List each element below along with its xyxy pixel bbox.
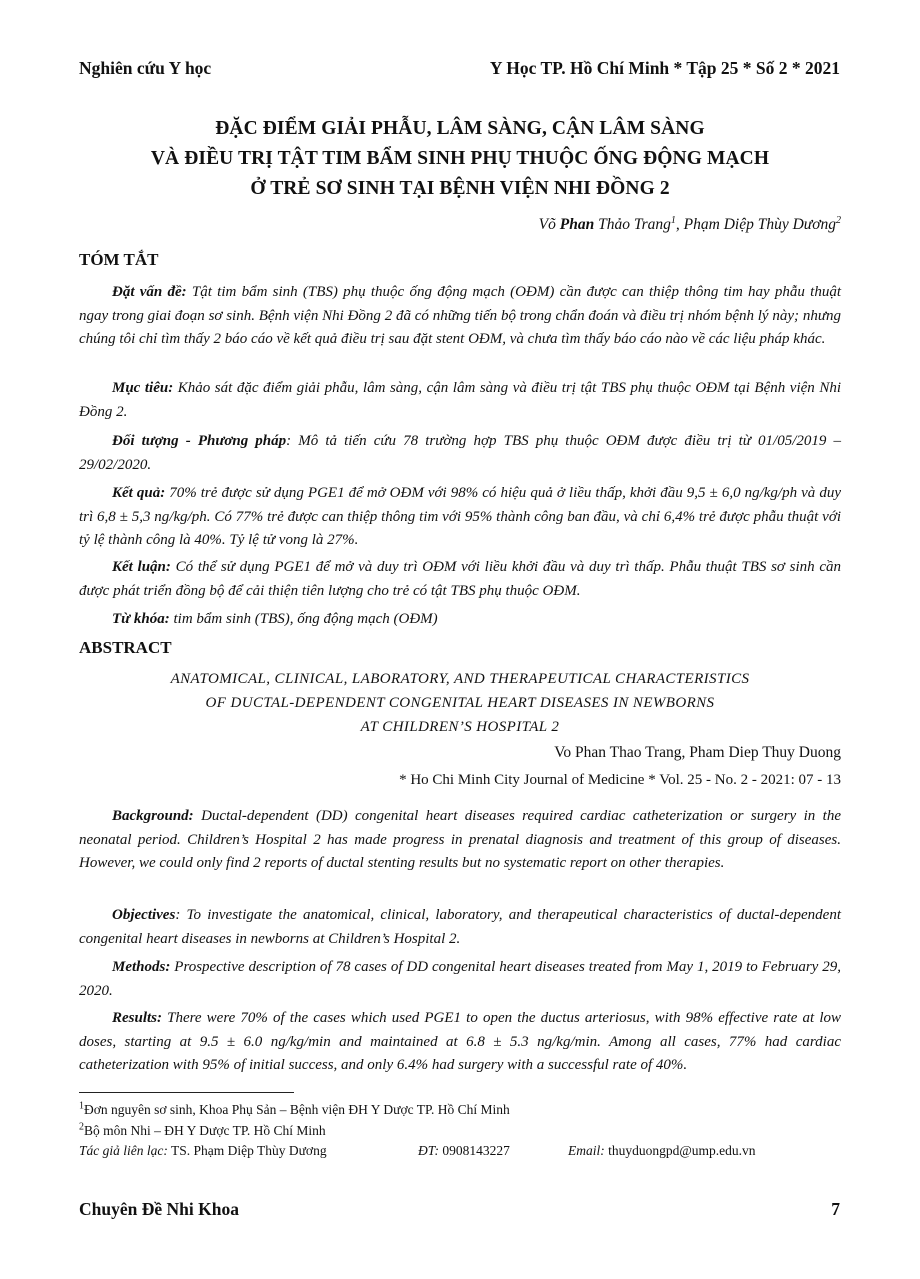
email-label: Email: [568,1143,605,1158]
para-label: Đối tượng - Phương pháp [112,433,287,449]
email-address: thuyduongpd@ump.edu.vn [604,1143,756,1158]
abstract-title-line: AT CHILDREN’S HOSPITAL 2 [360,719,560,735]
footnote-2 [79,1121,326,1141]
para-text: Prospective description of 78 cases of DD congenital heart diseases treated from May 1, 2019 to February 29, 2020. [79,959,841,999]
authors-vi [539,216,841,234]
para-label: Đặt vấn đề: [112,284,187,300]
footnote-text: Bộ môn Nhi – ĐH Y Dược TP. Hồ Chí Minh [84,1123,326,1138]
para-label: Kết luận: [112,559,171,575]
phone-number: 0908143227 [439,1143,510,1158]
paper-title [60,114,860,204]
para-text: Khảo sát đặc điểm giải phẫu, lâm sàng, cận lâm sàng và điều trị tật TBS phụ thuộc OĐM tại Bệnh viện Nhi Đồng 2. [79,380,841,420]
author-name: Phạm Diệp Thùy Dương [683,216,836,233]
para-text: : Mô tả tiến cứu 78 trường hợp TBS phụ thuộc OĐM được điều trị từ 01/05/2019 – 29/02/2020. [79,433,841,473]
title-line: VÀ ĐIỀU TRỊ TẬT TIM BẨM SINH PHỤ THUỘC ỐNG ĐỘNG MẠCH [150,148,770,169]
author-name-part: Thảo Trang [598,216,671,233]
para-label: Background: [112,808,194,824]
footnote-divider [79,1092,294,1093]
footnote-mark: 2 [79,1121,84,1133]
para-label: Results: [112,1010,163,1026]
abstract-results [79,1007,841,1078]
para-label: Kết quả: [112,485,166,501]
para-label: Objectives [112,907,176,923]
para-label: Methods: [112,959,171,975]
para-label: Từ khóa: [112,611,170,627]
author-separator: , [675,216,684,233]
contact-phone-group [418,1143,510,1159]
tomtat-methods [79,430,841,477]
footer-section-name: Chuyên Đề Nhi Khoa [79,1199,239,1219]
running-header-left: Nghiên cứu Y học [79,58,212,78]
tomtat-objectives [79,377,841,424]
para-text: Ductal-dependent (DD) congenital heart diseases required cardiac catheterization or surgery in the neonatal period. Children’s Hospital 2 has made progress in prenatal diagnosis and treatment of this group of diseases. However, we could only find 2 reports of ductal stenting results but no systematic report on other therapies. [79,808,841,871]
footnote-text: Đơn nguyên sơ sinh, Khoa Phụ Sản – Bệnh viện ĐH Y Dược TP. Hồ Chí Minh [84,1102,510,1117]
para-text: Có thể sử dụng PGE1 để mở và duy trì OĐM với liều khởi đầu và duy trì thấp. Phẫu thuật TBS sơ sinh cần được phát triển đồng bộ để cải thiện tiên lượng cho trẻ có tật TBS phụ thuộc OĐM. [79,559,842,599]
title-line: Ở TRẺ SƠ SINH TẠI BỆNH VIỆN NHI ĐỒNG 2 [250,178,670,199]
author-name-part: Phan [559,216,595,233]
tomtat-background [79,281,841,352]
para-text: There were 70% of the cases which used PGE1 to open the ductus arteriosus, with 98% effective rate at low doses, starting at 9.5 ± 6.0 ng/kg/min and maintained at 6.8 ± 5.3 ng/kg/min. Among all cases, 77% had cardiac catheterization with 95% of initial success, and only 6.4% had surgery with a successful rate of 40%. [79,1010,841,1073]
tomtat-heading: TÓM TẮT [79,250,159,269]
abstract-methods [79,956,841,1003]
para-text: Tật tim bẩm sinh (TBS) phụ thuộc ống động mạch (OĐM) cần được can thiệp thông tim hay phẫu thuật ngay trong giai đoạn sơ sinh. Bệnh viện Nhi Đồng 2 đã có những tiến bộ trong chẩn đoán và điều trị nhóm bệnh lý này; nhưng chúng tôi chỉ tìm thấy 2 báo cáo về kết quả điều trị sau đặt stent OĐM, và chưa tìm thấy báo cáo nào về các liệu pháp khác. [79,284,841,347]
abstract-objectives [79,904,841,951]
phone-label: ĐT: [418,1143,440,1158]
author-name-part: Võ [538,216,556,233]
abstract-heading: ABSTRACT [79,638,172,657]
footnote-1 [79,1100,510,1120]
para-label: Mục tiêu: [112,380,174,396]
tomtat-conclusion [79,556,841,603]
abstract-background [79,805,841,876]
abstract-title [79,667,841,739]
journal-citation: * Ho Chi Minh City Journal of Medicine * Vol. 25 - No. 2 - 2021: 07 - 13 [399,772,841,788]
para-text: : To investigate the anatomical, clinical, laboratory, and therapeutical characteristics of ductal-dependent congenital heart diseases in newborns at Children’s Hospital 2. [79,907,841,947]
tomtat-results [79,482,841,553]
para-text: 70% trẻ được sử dụng PGE1 để mở OĐM với 98% có hiệu quả ở liều thấp, khởi đầu 9,5 ± 6,0 ng/kg/ph và duy trì 6,8 ± 5,3 ng/kg/ph. Có 77% trẻ được can thiệp thông tim với 95% thành công ban đầu, và chỉ 6,4% trẻ được phẫu thuật với tỷ lệ thành công là 40%. Tỷ lệ tử vong là 27%. [79,485,841,548]
contact-label: Tác giả liên lạc: [79,1143,168,1158]
page-number: 7 [831,1199,840,1219]
contact-name: TS. Phạm Diệp Thùy Dương [167,1143,327,1158]
contact-email-group [568,1143,756,1159]
running-header-right: Y Học TP. Hồ Chí Minh * Tập 25 * Số 2 * 2021 [489,58,840,78]
para-text: tim bẩm sinh (TBS), ống động mạch (OĐM) [169,611,438,627]
footnote-mark: 1 [79,1100,84,1112]
tomtat-keywords [79,608,841,632]
contact-name-group [79,1143,327,1159]
authors-en: Vo Phan Thao Trang, Pham Diep Thuy Duong [554,744,841,761]
affiliation-mark: 2 [836,214,841,226]
affiliation-mark: 1 [670,214,676,226]
abstract-title-line: OF DUCTAL-DEPENDENT CONGENITAL HEART DISEASES IN NEWBORNS [205,695,715,711]
abstract-title-line: ANATOMICAL, CLINICAL, LABORATORY, AND THERAPEUTICAL CHARACTERISTICS [170,671,750,687]
title-line: ĐẶC ĐIỂM GIẢI PHẪU, LÂM SÀNG, CẬN LÂM SÀNG [215,118,705,139]
